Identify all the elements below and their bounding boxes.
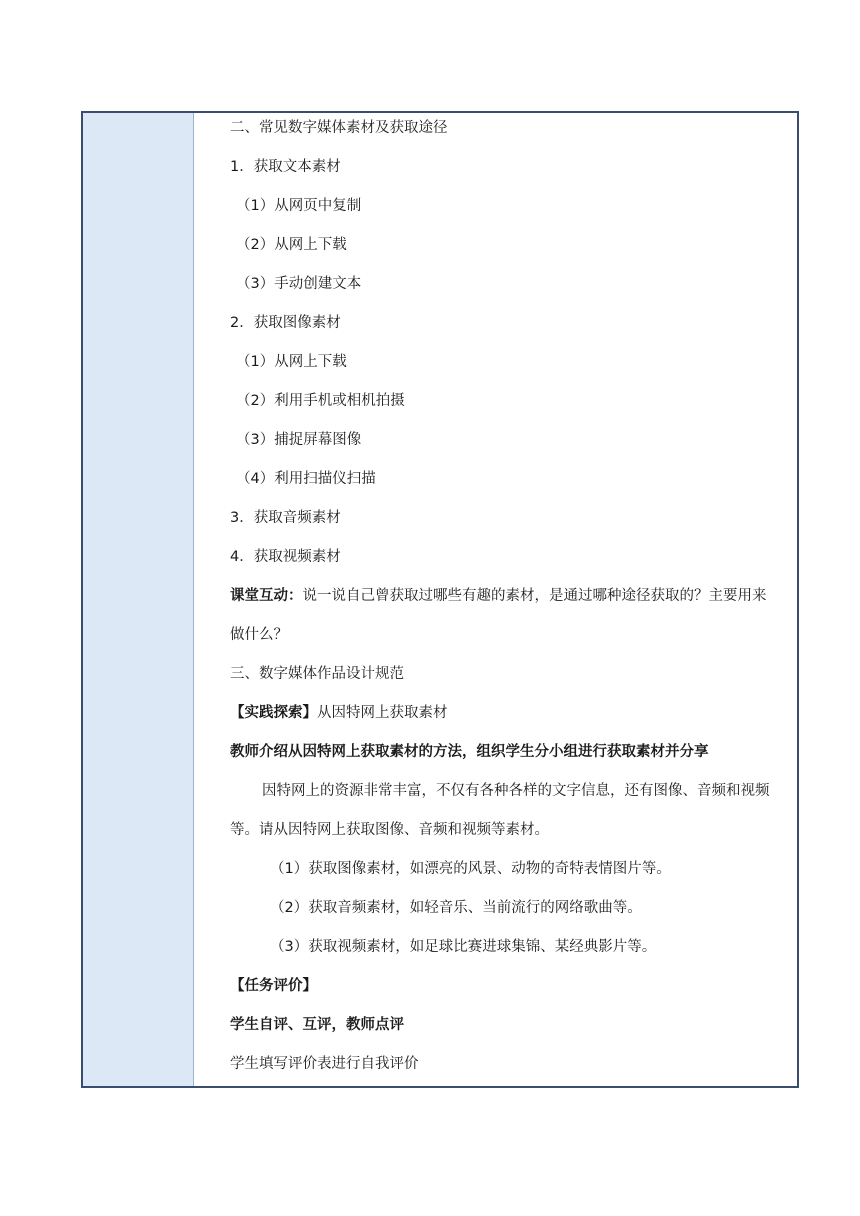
paragraph-line-1: 因特网上的资源非常丰富，不仅有各种各样的文字信息，还有图像、音频和视频 — [262, 783, 770, 799]
paragraph-line-2: 等。请从因特网上获取图像、音频和视频等素材。 — [230, 822, 549, 838]
practice-label: 【实践探索】 — [230, 705, 317, 721]
item2-heading: 2．获取图像素材 — [230, 315, 341, 331]
item1-sub-2: （2）从网上下载 — [236, 237, 347, 253]
practice-title: 从因特网上获取素材 — [317, 705, 448, 721]
item1-sub-1: （1）从网页中复制 — [236, 198, 362, 214]
section2-heading: 二、常见数字媒体素材及获取途径 — [230, 120, 448, 136]
interaction-text: 说一说自己曾获取过哪些有趣的素材，是通过哪种途径获取的？主要用来 — [302, 588, 767, 604]
item2-sub-1: （1）从网上下载 — [236, 354, 347, 370]
lesson-table — [81, 111, 799, 1088]
task-3: （3）获取视频素材，如足球比赛进球集锦、某经典影片等。 — [270, 939, 657, 955]
evaluation-heading: 【任务评价】 — [230, 978, 317, 994]
section3-heading: 三、数字媒体作品设计规范 — [230, 666, 404, 682]
item3-heading: 3．获取音频素材 — [230, 510, 341, 526]
interaction-line-2: 做什么？ — [230, 627, 288, 643]
practice-heading — [230, 703, 448, 723]
content-column — [194, 113, 797, 1086]
interaction-label: 课堂互动： — [230, 588, 303, 604]
task-1: （1）获取图像素材，如漂亮的风景、动物的奇特表情图片等。 — [270, 861, 671, 877]
item1-sub-3: （3）手动创建文本 — [236, 276, 362, 292]
label-column — [83, 113, 194, 1086]
evaluation-method: 学生自评、互评，教师点评 — [230, 1017, 404, 1033]
teacher-intro: 教师介绍从因特网上获取素材的方法，组织学生分小组进行获取素材并分享 — [230, 744, 709, 760]
task-2: （2）获取音频素材，如轻音乐、当前流行的网络歌曲等。 — [270, 900, 642, 916]
item2-sub-2: （2）利用手机或相机拍摄 — [236, 393, 405, 409]
item2-sub-3: （3）捕捉屏幕图像 — [236, 432, 362, 448]
item2-sub-4: （4）利用扫描仪扫描 — [236, 471, 376, 487]
interaction-line-1 — [230, 586, 767, 606]
item1-heading: 1．获取文本素材 — [230, 159, 341, 175]
evaluation-text: 学生填写评价表进行自我评价 — [230, 1056, 419, 1072]
item4-heading: 4．获取视频素材 — [230, 549, 341, 565]
